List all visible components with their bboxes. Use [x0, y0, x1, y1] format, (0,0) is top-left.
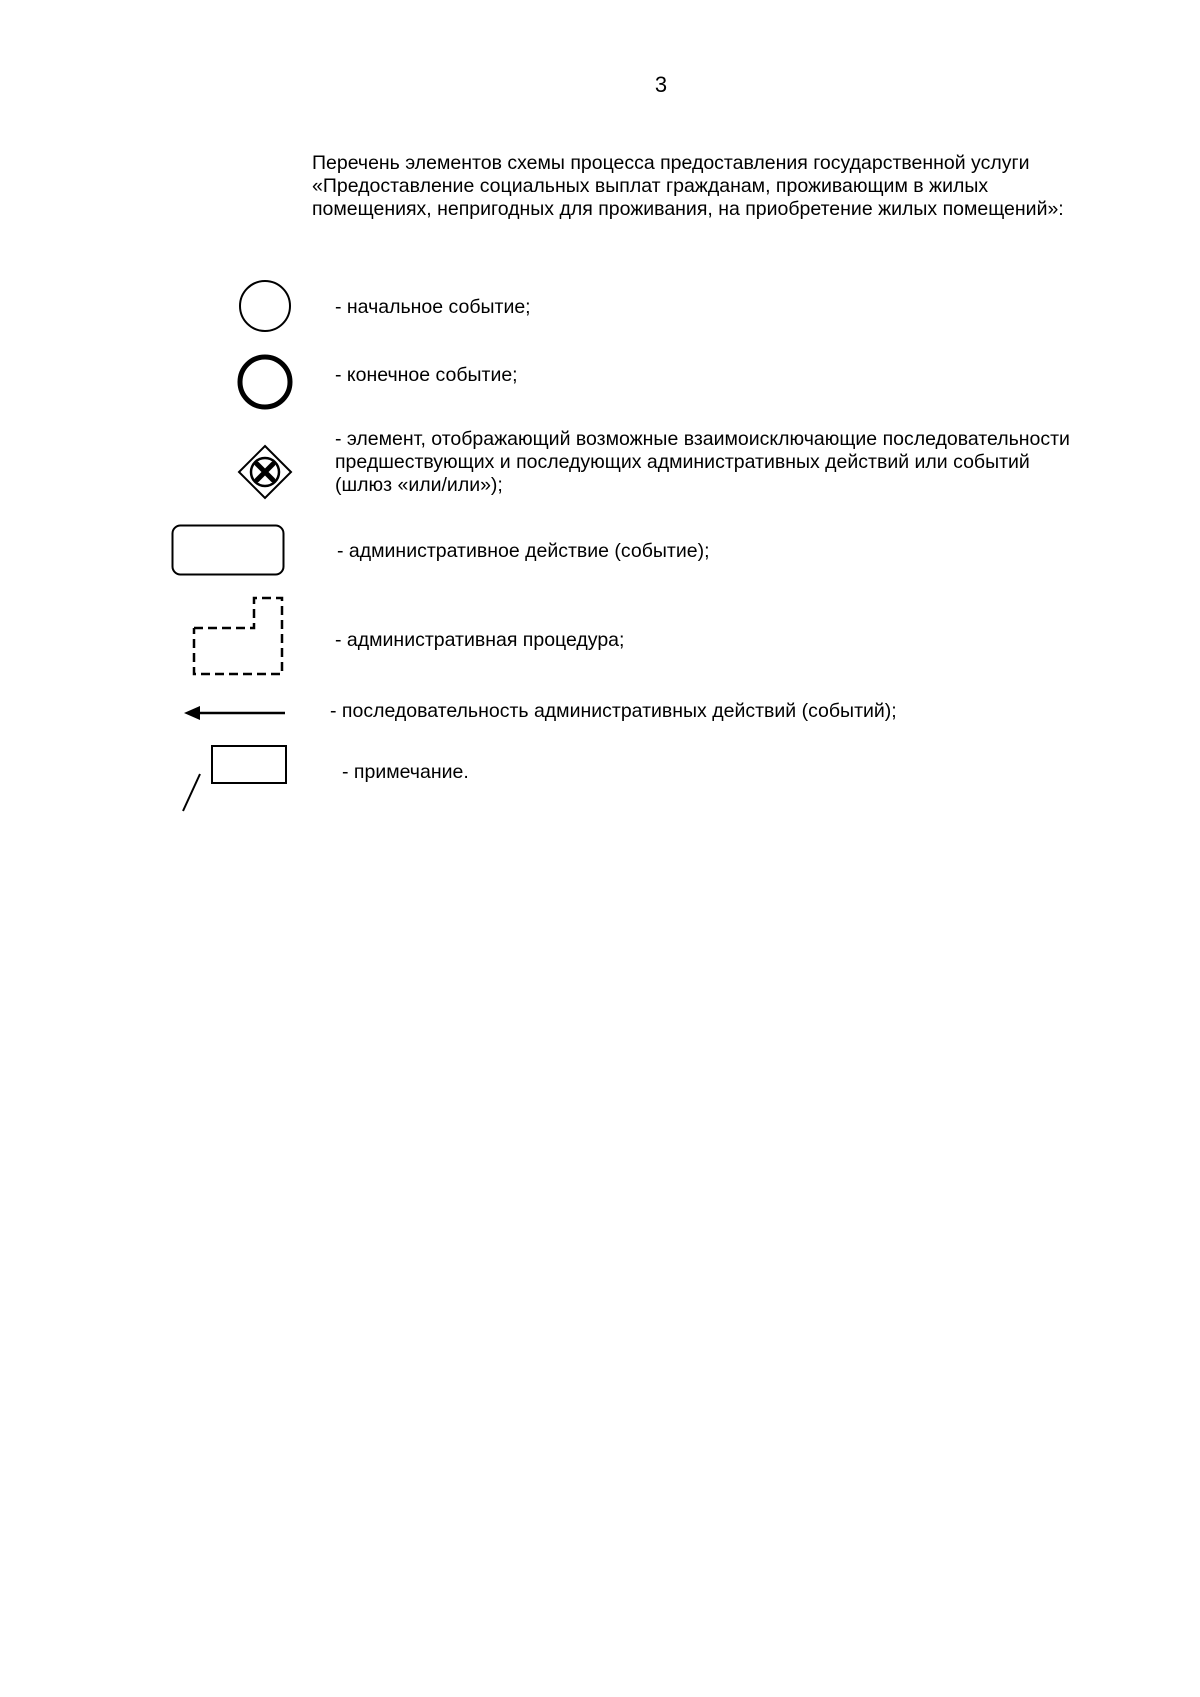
heading-line: Перечень элементов схемы процесса предоставления государственной услуги: [312, 152, 1030, 174]
thick-circle-icon: [235, 352, 295, 412]
thin-circle-icon: [236, 277, 294, 335]
legend-start-event-text: - начальное событие;: [335, 296, 531, 318]
heading-line: помещениях, непригодных для проживания, на приобретение жилых помещений»:: [312, 198, 1064, 220]
legend-end-event-text: - конечное событие;: [335, 364, 518, 386]
legend-gateway-line: - элемент, отображающий возможные взаимоисключающие последовательности: [335, 428, 1070, 450]
annotation-icon: [178, 744, 290, 814]
legend-procedure-text: - административная процедура;: [335, 629, 625, 651]
heading-line: «Предоставление социальных выплат гражданам, проживающим в жилых: [312, 175, 989, 197]
legend-gateway-line: (шлюз «или/или»);: [335, 474, 503, 496]
legend-gateway-line: предшествующих и последующих административных действий или событий: [335, 451, 1030, 473]
rounded-rectangle-icon: [171, 524, 287, 578]
legend-sequence-text: - последовательность административных действий (событий);: [330, 700, 897, 722]
legend-heading: [312, 152, 1132, 221]
legend-note-text: - примечание.: [342, 761, 469, 783]
arrow-left-icon: [183, 701, 287, 725]
dashed-procedure-icon: [192, 596, 286, 676]
legend-gateway-text: [335, 428, 1070, 497]
exclusive-gateway-icon: [236, 443, 294, 501]
legend-action-text: - административное действие (событие);: [337, 540, 710, 562]
page-number: 3: [654, 72, 668, 97]
